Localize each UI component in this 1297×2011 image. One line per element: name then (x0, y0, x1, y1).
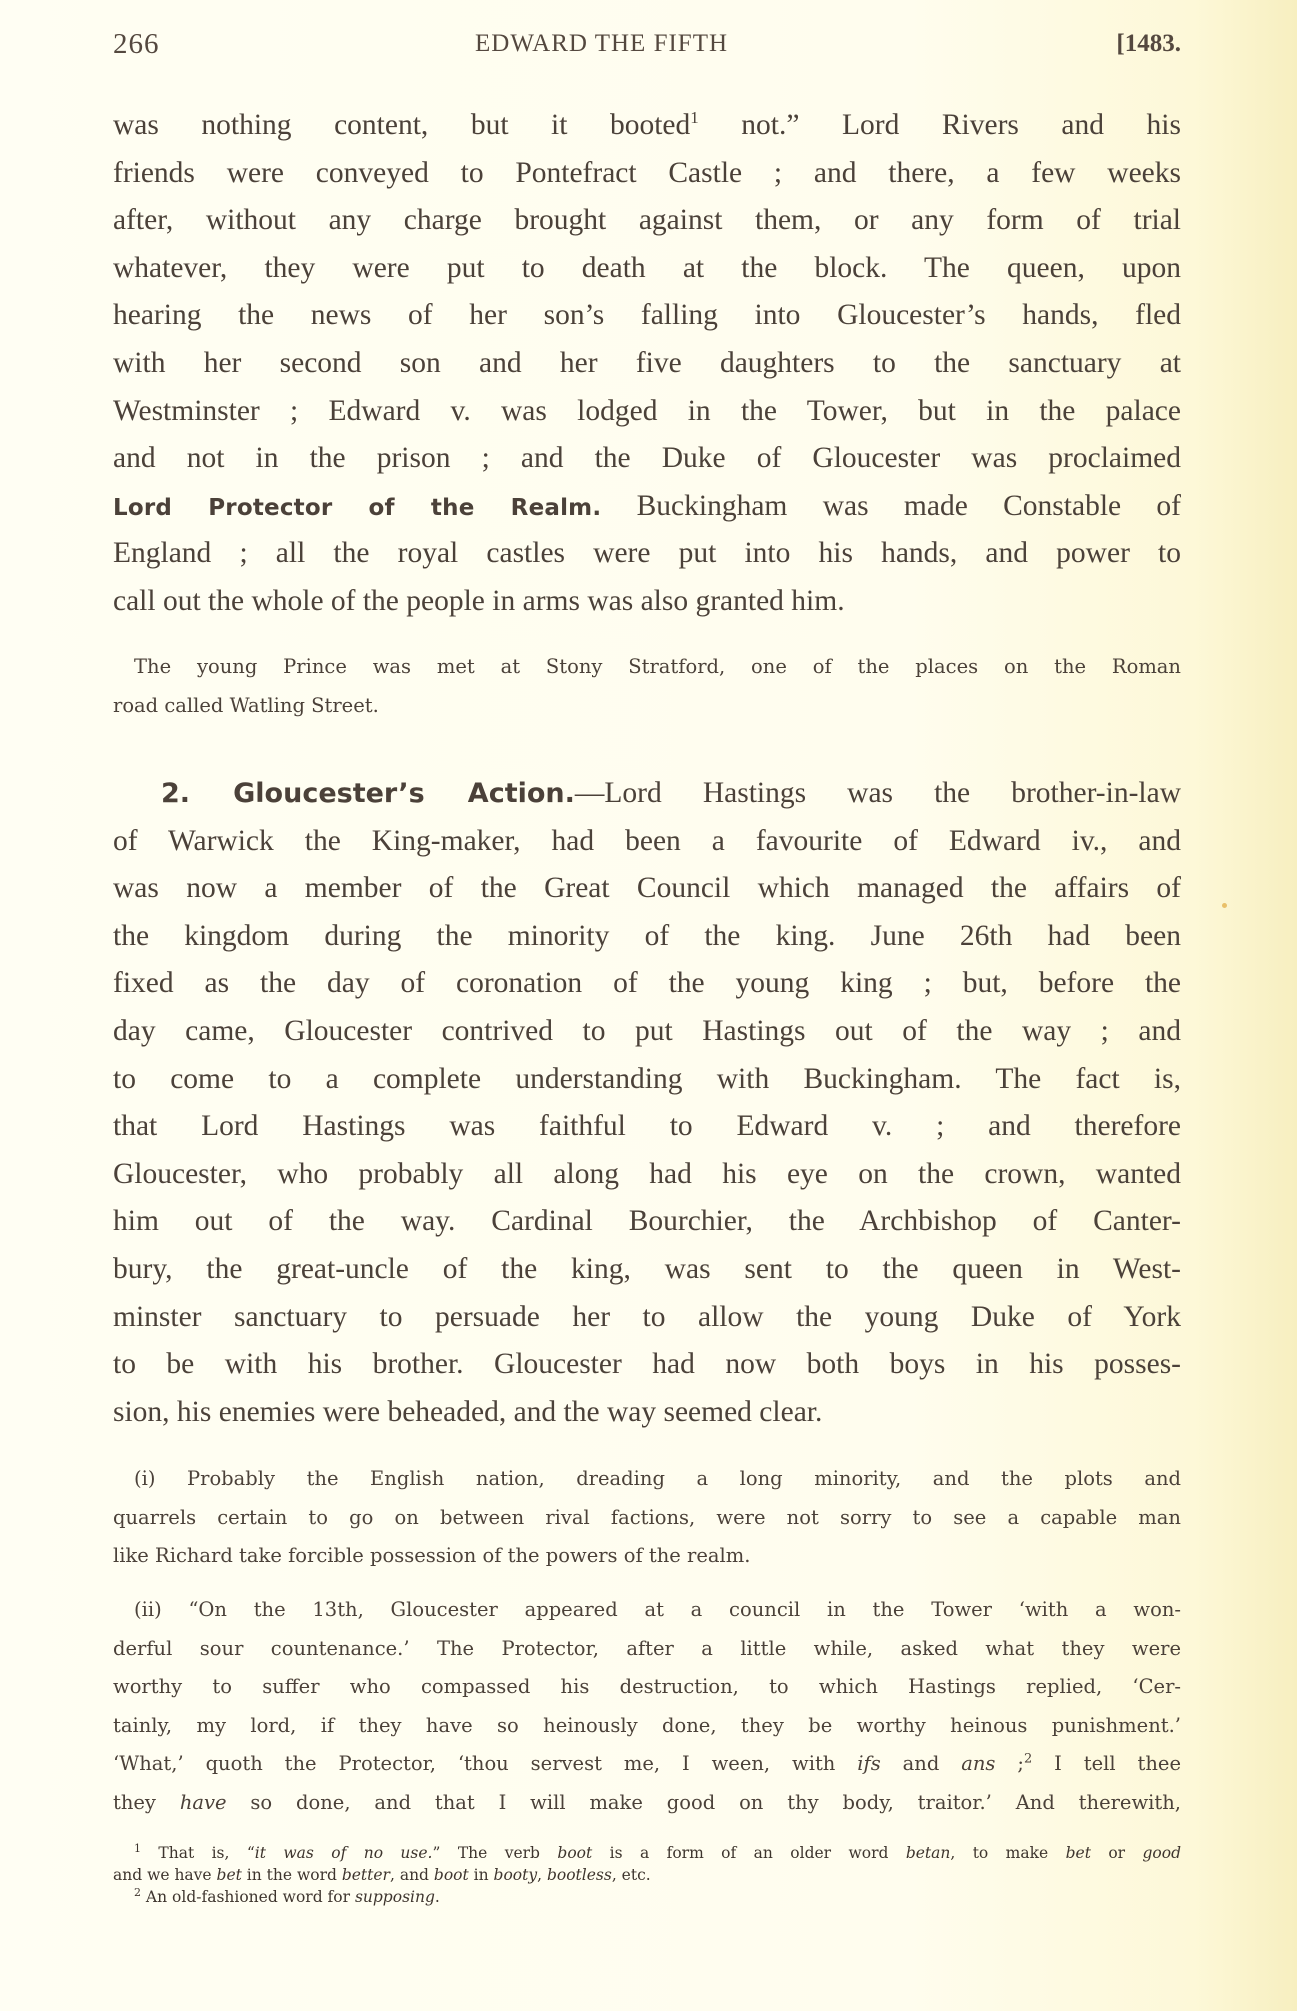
note-stony-stratford (113, 648, 1181, 725)
text-line: sion, his enemies were beheaded, and the way seemed clear. (113, 1395, 823, 1428)
text-line: call out the whole of the people in arms was also granted him. (113, 584, 845, 617)
text-line: to come to a complete understanding with Buckingham. The fact is, (113, 1062, 1181, 1095)
text-line: him out of the way. Cardinal Bourchier, the Archbishop of Canter- (113, 1205, 1181, 1238)
text-line: derful sour countenance.’ The Protector, after a little while, asked what they were (113, 1636, 1181, 1660)
text-line: fixed as the day of coronation of the young king ; but, before the (113, 967, 1181, 1000)
text-line: quarrels certain to go on between rival factions, were not sorry to see a capable man (113, 1505, 1181, 1529)
text-line: 2. Gloucester’s Action.—Lord Hastings was the brother-in-law (161, 777, 1181, 809)
text-line: minster sanctuary to persuade her to allow the young Duke of York (113, 1300, 1181, 1333)
paragraph-1 (113, 102, 1181, 626)
text-line: Westminster ; Edward v. was lodged in the Tower, but in the palace (113, 394, 1181, 427)
footnote-1-cont: and we have bet in the word better, and boot in booty, bootless, etc. (113, 1866, 651, 1884)
text-line: worthy to suffer who compassed his destruction, to which Hastings replied, ‘Cer- (113, 1675, 1181, 1698)
text-line: day came, Gloucester contrived to put Hastings out of the way ; and (113, 1014, 1181, 1047)
page-number: 266 (113, 28, 160, 60)
text-line: friends were conveyed to Pontefract Castle ; and there, a few weeks (113, 156, 1181, 189)
text-line: road called Watling Street. (113, 693, 379, 717)
text-line: England ; all the royal castles were put into his hands, and power to (113, 537, 1181, 570)
running-title: EDWARD THE FIFTH (475, 30, 729, 57)
text-line: that Lord Hastings was faithful to Edward v. ; and therefore (113, 1110, 1181, 1143)
section-heading: 2. Gloucester’s Action. (161, 778, 575, 809)
running-head (113, 28, 1181, 68)
footnote-ref-1[interactable]: 1 (690, 108, 699, 128)
footnote-1: $^1$ That is, “it was of no use.” The verb boot is a form of an older word betan, to make bet or good (134, 1841, 1181, 1862)
text-line: was nothing content, but it booted$^1$ not.” Lord Rivers and his (113, 108, 1181, 141)
text-line: hearing the news of her son’s falling into Gloucester’s hands, fled (113, 299, 1181, 332)
footnotes (113, 1842, 1181, 1908)
text-line: bury, the great-uncle of the king, was sent to the queen in West- (113, 1252, 1181, 1285)
text-line: The young Prince was met at Stony Stratford, one of the places on the Roman (134, 655, 1181, 678)
text-line: of Warwick the King-maker, had been a favourite of Edward iv., and (113, 824, 1181, 857)
text-line: ‘What,’ quoth the Protector, ‘thou servest me, I ween, with ifs and ans ;$^2$ I tell thee (113, 1751, 1181, 1775)
note-ii (113, 1591, 1181, 1822)
text-line: whatever, they were put to death at the block. The queen, upon (113, 251, 1181, 284)
paper-blemish (1222, 903, 1227, 908)
text-line: (i) Probably the English nation, dreading a long minority, and the plots and (134, 1467, 1181, 1490)
text-line: and not in the prison ; and the Duke of Gloucester was proclaimed (113, 442, 1181, 475)
footnote-ref-2[interactable]: 2 (1023, 1751, 1033, 1767)
text-line: tainly, my lord, if they have so heinously done, they be worthy heinous punishment.’ (113, 1713, 1181, 1737)
footnote-2: $^2$ An old-fashioned word for supposing. (134, 1885, 440, 1906)
text-line: the kingdom during the minority of the king. June 26th had been (113, 919, 1181, 952)
note-i (113, 1460, 1181, 1576)
text-line: with her second son and her five daughters to the sanctuary at (113, 346, 1181, 379)
text-line: after, without any charge brought against them, or any form of trial (113, 204, 1181, 237)
section-2 (113, 770, 1181, 1436)
year-marker: [1483. (1116, 30, 1181, 57)
lord-protector-term: Lord Protector of the Realm. (113, 494, 602, 521)
text-line: they have so done, and that I will make good on thy body, traitor.’ And therewith, (113, 1790, 1181, 1814)
text-line: to be with his brother. Gloucester had now both boys in his posses- (113, 1348, 1181, 1381)
text-line: Lord Protector of the Realm. Buckingham was made Constable of (113, 489, 1182, 522)
text-line: was now a member of the Great Council which managed the affairs of (113, 872, 1181, 905)
text-line: Gloucester, who probably all along had his eye on the crown, wanted (113, 1157, 1181, 1190)
text-line: (ii) “On the 13th, Gloucester appeared at a council in the Tower ‘with a won- (134, 1598, 1181, 1621)
text-line: like Richard take forcible possession of the powers of the realm. (113, 1544, 751, 1567)
